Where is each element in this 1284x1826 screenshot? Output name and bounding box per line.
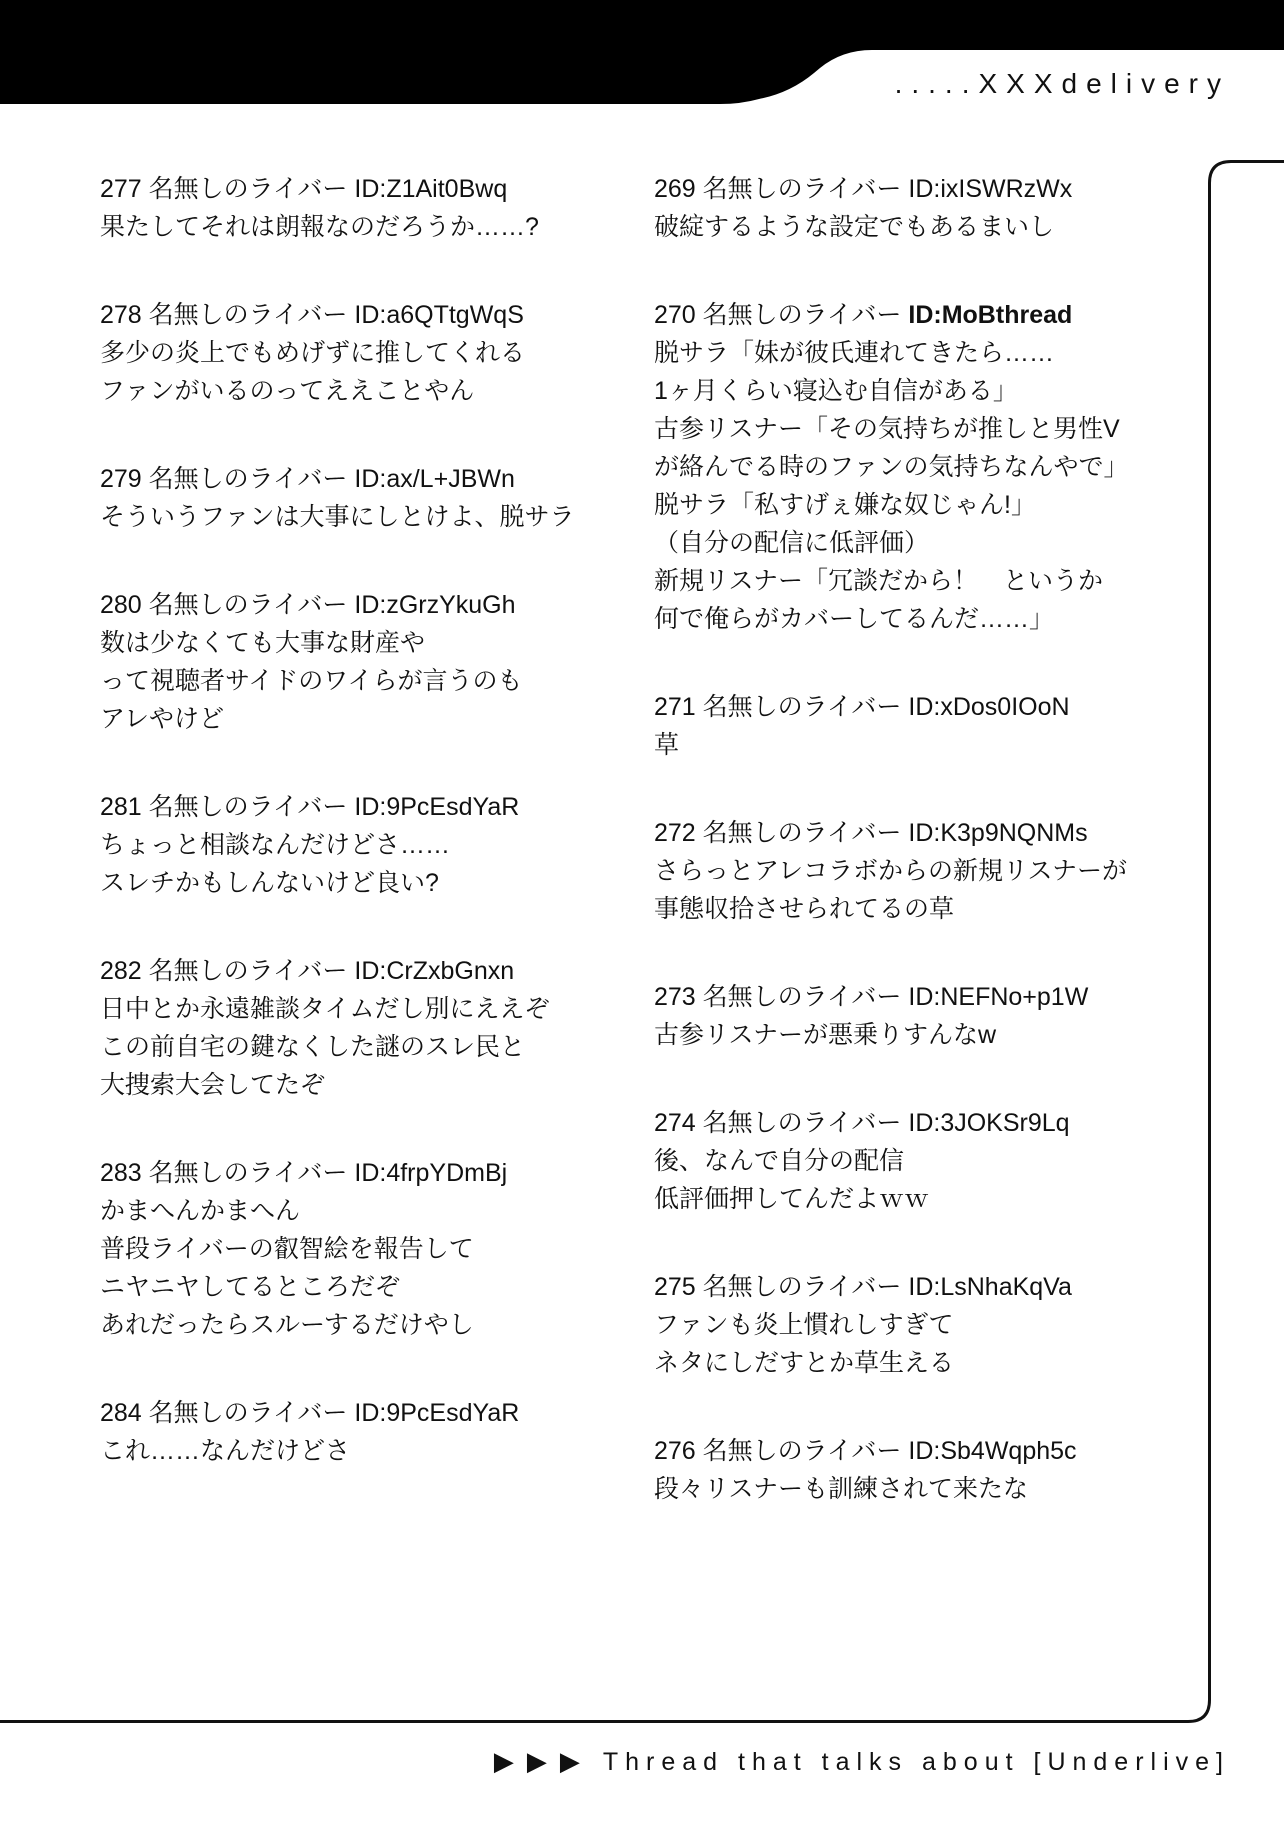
post-author-id: ID:9PcEsdYaR [354,1399,520,1427]
post-author-id: ID:Z1Ait0Bwq [354,175,508,203]
post-number: 280 [100,591,142,619]
post-body-line: 脱サラ「私すげぇ嫌な奴じゃん!」 [654,491,1036,519]
post-author-name: 名無しのライバー [702,175,902,203]
thread-post [654,1104,1214,1218]
post-body-line: 後、なんで自分の配信 [654,1147,905,1175]
post-header [100,586,605,624]
thread-column-right [654,170,1214,1558]
post-header [654,1268,1214,1306]
post-author-name: 名無しのライバー [148,175,348,203]
post-author-id: ID:CrZxbGnxn [354,957,515,985]
post-header [654,170,1214,208]
post-body-line: 新規リスナー「冗談だから！ というか [654,567,1104,595]
post-author-id: ID:MoBthread [908,301,1073,329]
post-number: 275 [654,1273,696,1301]
post-author-name: 名無しのライバー [702,819,902,847]
post-author-id: ID:NEFNo+p1W [908,983,1089,1011]
post-number: 283 [100,1159,142,1187]
post-number: 282 [100,957,142,985]
thread-post [100,1394,605,1470]
post-author-name: 名無しのライバー [148,1399,348,1427]
post-author-id: ID:Sb4Wqph5c [908,1437,1077,1465]
post-author-id: ID:ax/L+JBWn [354,465,515,493]
thread-post [100,952,605,1104]
post-body-line: 低評価押してんだよｗｗ [654,1185,930,1213]
page-header-brand: .....XXXdelivery [894,68,1230,99]
post-author-id: ID:zGrzYkuGh [354,591,516,619]
post-body-line: 何で俺らがカバーしてるんだ……」 [654,605,1055,633]
post-body-line: さらっとアレコラボからの新規リスナーが [654,857,1128,885]
post-body-line: 草 [654,731,680,759]
post-author-id: ID:K3p9NQNMs [908,819,1088,847]
post-number: 270 [654,301,696,329]
post-body-line: が絡んでる時のファンの気持ちなんやで」 [654,453,1129,481]
post-number: 271 [654,693,696,721]
post-body-line: この前自宅の鍵なくした謎のスレ民と [100,1033,526,1061]
thread-post [654,170,1214,246]
post-body-line: 普段ライバーの叡智絵を報告して [100,1235,474,1263]
post-number: 269 [654,175,696,203]
post-author-name: 名無しのライバー [702,983,902,1011]
thread-post [654,1268,1214,1382]
post-author-name: 名無しのライバー [148,793,348,821]
post-header [100,460,605,498]
post-author-id: ID:LsNhaKqVa [908,1273,1072,1301]
post-body-line: ネタにしだすとか草生える [654,1349,955,1377]
post-header [100,170,605,208]
post-author-name: 名無しのライバー [702,1437,902,1465]
thread-post [100,1154,605,1344]
post-header [100,1154,605,1192]
post-body-line: あれだったらスルーするだけやし [100,1311,474,1339]
post-number: 277 [100,175,142,203]
post-body-line: 破綻するような設定でもあるまいし [654,213,1055,241]
footer-arrows-icon: ▶▶▶ [493,1746,593,1776]
post-number: 278 [100,301,142,329]
thread-post [654,978,1214,1054]
post-body-line: って視聴者サイドのワイらが言うのも [100,667,523,695]
post-number: 272 [654,819,696,847]
post-author-id: ID:ixISWRzWx [908,175,1073,203]
post-header [100,788,605,826]
post-header [100,1394,605,1432]
post-body-line: アレやけど [100,705,225,733]
post-author-id: ID:9PcEsdYaR [354,793,520,821]
post-body-line: そういうファンは大事にしとけよ、脱サラ [100,503,575,531]
thread-post [654,814,1214,928]
post-header [654,978,1214,1016]
post-body-line: ちょっと相談なんだけどさ…… [100,831,451,859]
post-body-line: 果たしてそれは朗報なのだろうか……? [100,213,539,241]
post-header [654,1104,1214,1142]
post-header [654,688,1214,726]
post-author-name: 名無しのライバー [702,1109,902,1137]
post-body-line: 大捜索大会してたぞ [100,1071,326,1099]
post-header [100,296,605,334]
post-number: 284 [100,1399,142,1427]
post-body-line: 古参リスナー「その気持ちが推しと男性V [654,415,1120,443]
post-body-line: ニヤニヤしてるところだぞ [100,1273,401,1301]
page-footer [494,1746,1230,1777]
post-body-line: これ……なんだけどさ [100,1437,351,1465]
post-body-line: スレチかもしんないけど良い? [100,869,439,897]
post-author-name: 名無しのライバー [702,693,902,721]
post-author-name: 名無しのライバー [702,1273,902,1301]
post-author-name: 名無しのライバー [148,591,348,619]
post-author-name: 名無しのライバー [702,301,902,329]
post-header [654,296,1214,334]
post-body-line: 多少の炎上でもめげずに推してくれる [100,339,526,367]
post-author-id: ID:a6QTtgWqS [354,301,524,329]
post-number: 276 [654,1437,696,1465]
post-body-line: （自分の配信に低評価） [654,529,930,557]
post-body-line: 古参リスナーが悪乗りすんなw [654,1021,997,1049]
post-header [654,1432,1214,1470]
post-number: 281 [100,793,142,821]
post-number: 279 [100,465,142,493]
post-body-line: 1ヶ月くらい寝込む自信がある」 [654,377,1018,405]
post-header [654,814,1214,852]
post-body-line: 数は少なくても大事な財産や [100,629,426,657]
thread-post [100,586,605,738]
post-author-id: ID:xDos0IOoN [908,693,1070,721]
post-author-id: ID:3JOKSr9Lq [908,1109,1070,1137]
thread-column-left [100,170,605,1520]
post-body-line: ファンも炎上慣れしすぎて [654,1311,954,1339]
thread-post [654,296,1214,638]
post-body-line: 段々リスナーも訓練されて来たな [654,1475,1029,1503]
thread-post [100,170,605,246]
post-body-line: 事態収拾させられてるの草 [654,895,955,923]
thread-post [654,688,1214,764]
thread-post [100,460,605,536]
post-body-line: ファンがいるのってええことやん [100,377,475,405]
post-author-id: ID:4frpYDmBj [354,1159,508,1187]
thread-post [100,788,605,902]
post-header [100,952,605,990]
post-number: 274 [654,1109,696,1137]
post-body-line: 脱サラ「妹が彼氏連れてきたら…… [654,339,1055,367]
post-author-name: 名無しのライバー [148,465,348,493]
post-number: 273 [654,983,696,1011]
thread-post [654,1432,1214,1508]
post-author-name: 名無しのライバー [148,301,348,329]
post-author-name: 名無しのライバー [148,957,348,985]
thread-post [100,296,605,410]
post-author-name: 名無しのライバー [148,1159,348,1187]
footer-title: Thread that talks about [Underlive] [602,1748,1230,1776]
post-body-line: かまへんかまへん [100,1197,301,1225]
post-body-line: 日中とか永遠雑談タイムだし別にええぞ [100,995,550,1023]
